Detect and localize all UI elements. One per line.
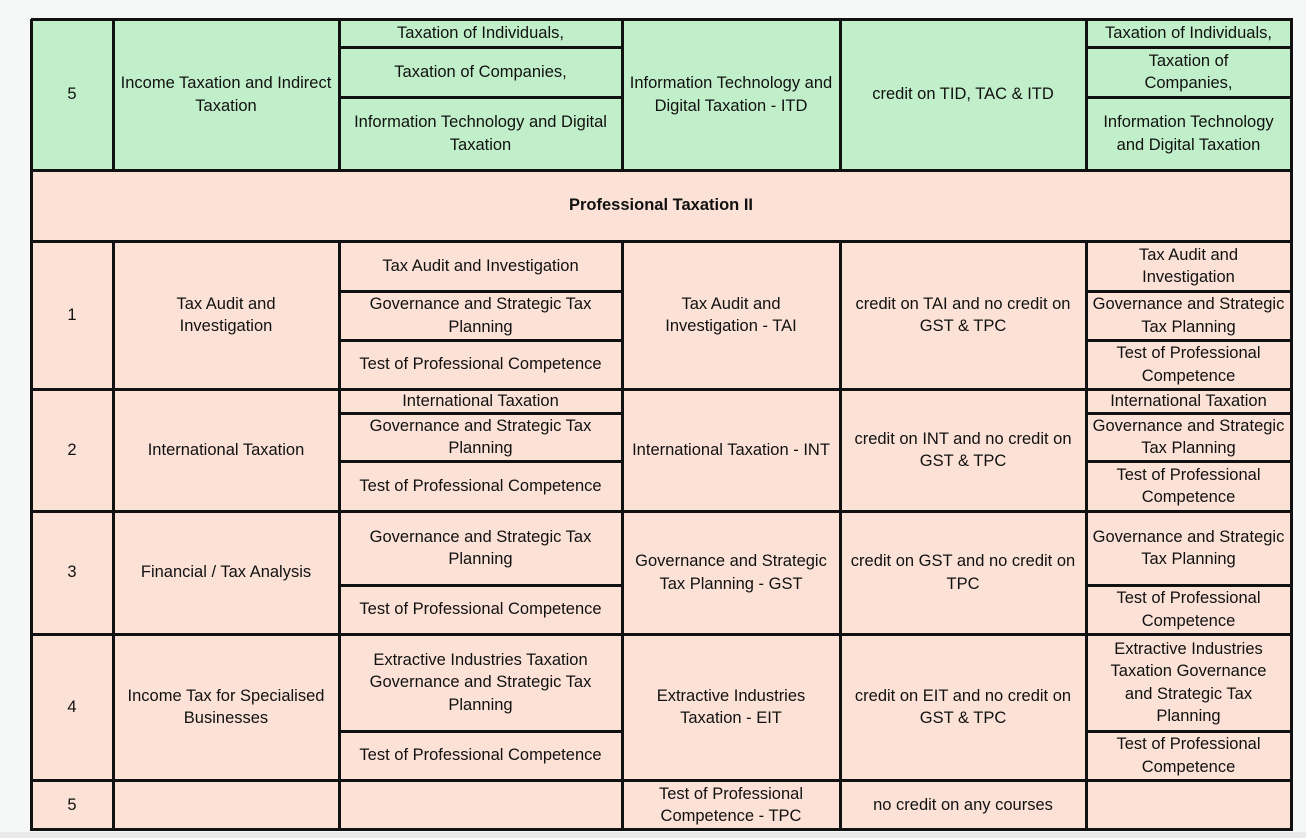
grid-line xyxy=(1086,46,1292,49)
exam-name: Governance and Strategic Tax Planning - GST xyxy=(622,511,840,634)
credit-rule: credit on GST and no credit on TPC xyxy=(840,511,1086,634)
grid-line xyxy=(839,19,842,170)
grid-line xyxy=(339,730,623,733)
row-number: 2 xyxy=(31,389,113,511)
grid-line xyxy=(31,633,1293,636)
grid-line xyxy=(1086,96,1292,99)
grid-line xyxy=(1085,19,1088,170)
course-cell: Information Technology and Digital Taxation xyxy=(339,97,622,170)
course-cell: Taxation of Individuals, xyxy=(339,19,622,47)
grid-line xyxy=(31,388,1293,391)
credit-rule: no credit on any courses xyxy=(840,780,1086,830)
grid-line xyxy=(30,19,33,831)
paper-name: Income Taxation and Indirect Taxation xyxy=(113,19,339,170)
grid-line xyxy=(31,828,1293,831)
course-cell: Test of Professional Competence xyxy=(339,585,622,634)
grid-line xyxy=(339,460,623,463)
exam-name: Test of Professional Competence - TPC xyxy=(622,780,840,830)
credited-course-cell: International Taxation xyxy=(1086,389,1291,413)
exam-name: Tax Audit and Investigation - TAI xyxy=(622,241,840,389)
exam-name: Extractive Industries Taxation - EIT xyxy=(622,634,840,780)
course-cell: Governance and Strategic Tax Planning xyxy=(339,291,622,340)
grid-line xyxy=(621,19,624,170)
credited-course-cell: Governance and Strategic Tax Planning xyxy=(1086,291,1291,340)
course-cell: Governance and Strategic Tax Planning xyxy=(339,413,622,461)
grid-line xyxy=(1086,584,1292,587)
credit-rule: credit on INT and no credit on GST & TPC xyxy=(840,389,1086,511)
credit-rule: credit on TAI and no credit on GST & TPC xyxy=(840,241,1086,389)
row-number: 4 xyxy=(31,634,113,780)
grid-line xyxy=(339,96,623,99)
course-cell: Test of Professional Competence xyxy=(339,731,622,780)
grid-line xyxy=(1086,460,1292,463)
paper-name: Income Tax for Specialised Businesses xyxy=(113,634,339,780)
bottom-edge xyxy=(0,832,1306,838)
course-cell: Tax Audit and Investigation xyxy=(339,241,622,291)
exam-name: International Taxation - INT xyxy=(622,389,840,511)
course-cell xyxy=(339,780,622,830)
credited-course-cell: Test of Professional Competence xyxy=(1086,461,1291,511)
grid-line xyxy=(31,18,1293,21)
grid-line xyxy=(1086,412,1292,415)
credit-rule: credit on TID, TAC & ITD xyxy=(840,19,1086,170)
grid-line xyxy=(1086,290,1292,293)
course-cell: Extractive Industries Taxation Governance and Strategic Tax Planning xyxy=(339,634,622,731)
paper-name: International Taxation xyxy=(113,389,339,511)
grid-line xyxy=(31,510,1293,513)
credited-course-cell: Tax Audit and Investigation xyxy=(1086,241,1291,291)
credited-course-cell: Test of Professional Competence xyxy=(1086,585,1291,634)
row-number: 1 xyxy=(31,241,113,389)
grid-line xyxy=(31,779,1293,782)
grid-line xyxy=(112,241,115,831)
credit-rule: credit on EIT and no credit on GST & TPC xyxy=(840,634,1086,780)
course-cell: Test of Professional Competence xyxy=(339,340,622,389)
grid-line xyxy=(1086,339,1292,342)
credited-course-cell: Governance and Strategic Tax Planning xyxy=(1086,413,1291,461)
credited-course-cell: Information Technology and Digital Taxation xyxy=(1086,97,1291,170)
grid-line xyxy=(112,19,115,170)
credited-course-cell: Taxation of Individuals, xyxy=(1086,19,1291,47)
grid-line xyxy=(31,169,1293,172)
credited-course-cell: Test of Professional Competence xyxy=(1086,340,1291,389)
course-cell: Taxation of Companies, xyxy=(339,47,622,97)
paper-name: Financial / Tax Analysis xyxy=(113,511,339,634)
exemption-table xyxy=(31,19,1291,830)
course-cell: Governance and Strategic Tax Planning xyxy=(339,511,622,585)
paper-name: Tax Audit and Investigation xyxy=(113,241,339,389)
grid-line xyxy=(339,339,623,342)
grid-line xyxy=(1086,730,1292,733)
grid-line xyxy=(339,584,623,587)
credited-course-cell: Test of Professional Competence xyxy=(1086,731,1291,780)
grid-line xyxy=(1085,241,1088,831)
credited-course-cell: Governance and Strategic Tax Planning xyxy=(1086,511,1291,585)
course-cell: International Taxation xyxy=(339,389,622,413)
grid-line xyxy=(338,19,341,170)
credited-course-cell: Extractive Industries Taxation Governance and Strategic Tax Planning xyxy=(1086,634,1291,731)
exam-name: Information Technology and Digital Taxation - ITD xyxy=(622,19,840,170)
row-number: 5 xyxy=(31,19,113,170)
grid-line xyxy=(839,241,842,831)
credited-course-cell xyxy=(1086,780,1291,830)
paper-name xyxy=(113,780,339,830)
grid-line xyxy=(1290,19,1293,831)
grid-line xyxy=(31,240,1293,243)
grid-line xyxy=(338,241,341,831)
row-number: 5 xyxy=(31,780,113,830)
grid-line xyxy=(339,290,623,293)
course-cell: Test of Professional Competence xyxy=(339,461,622,511)
grid-line xyxy=(621,241,624,831)
grid-line xyxy=(339,412,623,415)
grid-line xyxy=(339,46,623,49)
row-number: 3 xyxy=(31,511,113,634)
section-header: Professional Taxation II xyxy=(31,170,1291,241)
credited-course-cell: Taxation of Companies, xyxy=(1086,47,1291,97)
